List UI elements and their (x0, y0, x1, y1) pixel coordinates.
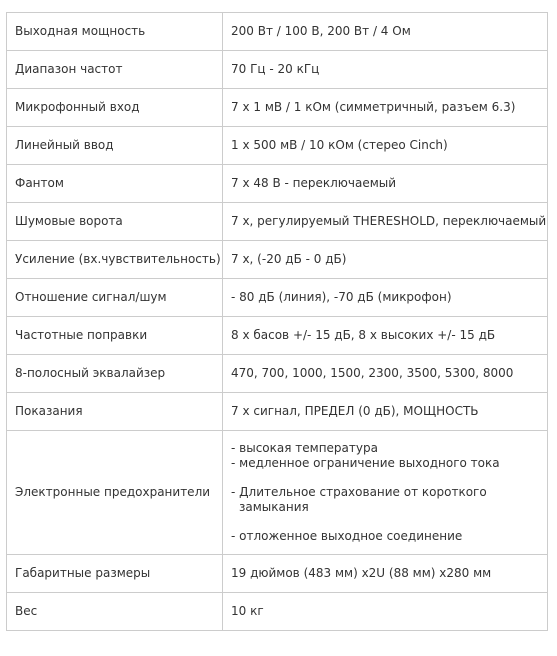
spec-row-protection (7, 431, 548, 555)
spec-row-noise-gate (7, 203, 548, 241)
spec-label: Отношение сигнал/шум (7, 279, 223, 317)
spec-row-equalizer (7, 355, 548, 393)
spec-row-phantom (7, 165, 548, 203)
spec-row-mic-input (7, 89, 548, 127)
spec-label: 8-полосный эквалайзер (7, 355, 223, 393)
spec-label: Диапазон частот (7, 51, 223, 89)
list-item: - отложенное выходное соединение (231, 529, 463, 543)
specifications-table (6, 12, 548, 631)
spec-value: 1 x 500 мВ / 10 кОм (стерео Cinch) (223, 127, 548, 165)
spec-label: Фантом (7, 165, 223, 203)
spec-label: Шумовые ворота (7, 203, 223, 241)
spec-value: - 80 дБ (линия), -70 дБ (микрофон) (223, 279, 548, 317)
list-item: - высокая температура (231, 441, 378, 455)
spec-row-indicators (7, 393, 548, 431)
spec-row-frequency-range (7, 51, 548, 89)
list-item: - медленное ограничение выходного тока (231, 456, 500, 470)
spec-row-dimensions (7, 555, 548, 593)
spec-label: Габаритные размеры (7, 555, 223, 593)
spec-label: Микрофонный вход (7, 89, 223, 127)
spec-label: Вес (7, 593, 223, 631)
spec-label: Линейный ввод (7, 127, 223, 165)
spec-row-line-input (7, 127, 548, 165)
protection-list (231, 441, 547, 544)
spec-value (223, 431, 548, 555)
spec-value: 200 Вт / 100 В, 200 Вт / 4 Ом (223, 13, 548, 51)
spec-label: Показания (7, 393, 223, 431)
list-item (231, 485, 547, 515)
spec-value: 70 Гц - 20 кГц (223, 51, 548, 89)
spec-label: Усиление (вх.чувствительность) (7, 241, 223, 279)
spec-value: 7 x, (-20 дБ - 0 дБ) (223, 241, 548, 279)
spec-label: Выходная мощность (7, 13, 223, 51)
spec-value: 7 x, регулируемый THERESHOLD, переключаемый (223, 203, 548, 241)
spec-row-snr (7, 279, 548, 317)
spec-value: 7 x 48 В - переключаемый (223, 165, 548, 203)
spec-row-tone-controls (7, 317, 548, 355)
spec-label: Частотные поправки (7, 317, 223, 355)
spec-value: 7 x 1 мВ / 1 кОм (симметричный, разъем 6.3) (223, 89, 548, 127)
spec-row-gain (7, 241, 548, 279)
spec-value: 7 x сигнал, ПРЕДЕЛ (0 дБ), МОЩНОСТЬ (223, 393, 548, 431)
spec-row-weight (7, 593, 548, 631)
spec-label: Электронные предохранители (7, 431, 223, 555)
spec-value: 19 дюймов (483 мм) x2U (88 мм) x280 мм (223, 555, 548, 593)
list-item-text: - Длительное страхование от короткого (231, 485, 487, 499)
list-item-continuation: замыкания (239, 500, 309, 514)
spec-value: 10 кг (223, 593, 548, 631)
spec-row-output-power (7, 13, 548, 51)
spec-value: 470, 700, 1000, 1500, 2300, 3500, 5300, 8000 (223, 355, 548, 393)
spec-value: 8 x басов +/- 15 дБ, 8 x высоких +/- 15 дБ (223, 317, 548, 355)
